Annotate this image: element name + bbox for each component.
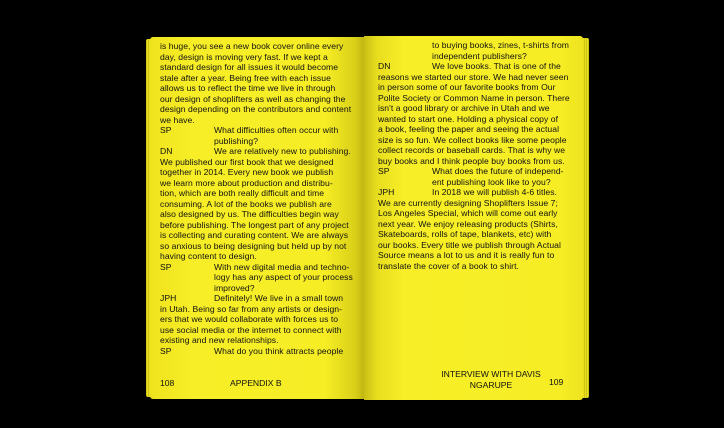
text-line [160,94,358,105]
text-line [378,250,576,261]
text-line [160,178,358,189]
line-text: also designed by us. The difficulties begin way [160,209,339,219]
line-text: Polite Society or Common Name in person. There [378,92,570,103]
line-text: day, design is moving very fast. If we kept a [160,51,328,62]
text-line [378,51,576,62]
speaker-label: SP [160,261,172,272]
line-text: collect records or baseball cards. That is why we [378,145,566,155]
text-line [160,335,358,346]
line-text: ent publishing look like to you? [432,176,551,187]
line-text: ers that we would collaborate with forces us to [160,314,339,324]
line-text: in Utah. Being so far from any artists or design- [160,303,343,314]
text-line [160,314,358,325]
line-text: buy books and I think people buy books from us. [378,155,565,166]
text-line [160,73,358,84]
text-line [160,220,358,231]
line-text: size is so fun. We collect books like some people [378,134,567,145]
text-line [378,135,576,146]
text-line [160,125,358,136]
line-text: What difficulties often occur with [214,125,339,135]
line-text: having content to design. [160,251,257,261]
text-line [160,262,358,273]
text-line [378,61,576,72]
text-line [378,261,576,272]
line-text: consuming. A lot of the books we publish are [160,198,332,209]
text-line [378,177,576,188]
text-line [378,93,576,104]
right-page-body [378,40,576,271]
text-line [160,157,358,168]
text-line [378,72,576,83]
text-line [378,219,576,230]
text-line [160,83,358,94]
line-text: allows us to reflect the time we live in through [160,83,336,93]
line-text: We are relatively new to publishing. [214,146,351,156]
line-text: Definitely! We live in a small town [214,293,344,303]
text-line [160,52,358,63]
text-line [160,272,358,283]
line-text: tion, which are both really difficult and time [160,188,325,198]
text-line [160,230,358,241]
speaker-label: SP [378,166,390,176]
line-text: stale after a year. Being free with each issue [160,72,331,83]
line-text: we learn more about production and distribu- [160,177,333,188]
speaker-label: DN [160,146,173,156]
page-number-right: 109 [549,377,564,387]
page-number-left: 108 [160,378,175,388]
text-line [160,293,358,304]
line-text: We are currently designing Shoplifters Issue 7; [378,197,558,208]
text-line [160,188,358,199]
text-line [160,146,358,157]
line-text: logy has any aspect of your process [214,272,353,282]
text-line [160,304,358,315]
text-line [160,283,358,294]
text-line [378,187,576,198]
line-text: What does the future of independ- [432,166,564,176]
line-text: independent publishers? [432,50,527,61]
line-text: standard design for all issues it would become [160,62,339,72]
running-footer-right [421,369,564,390]
text-line [160,62,358,73]
line-text: our books. Every title we publish through Actual [378,239,561,250]
text-line [160,136,358,147]
running-footer-right-line2: NGARUPE [469,379,513,390]
line-text: a book, feeling the paper and seeing the actual [378,124,560,134]
speaker-label: JPH [160,293,177,303]
line-text: We love books. That is one of the [432,61,561,71]
line-text: next year. We enjoy releasing products (Shirts, [378,218,558,229]
text-line [160,251,358,262]
line-text: our design of shoplifters as well as changing the [160,93,346,104]
line-text: With new digital media and techno- [214,261,350,272]
speaker-label: JPH [378,187,395,197]
line-text: Source means a lot to us and it is really fun to [378,250,555,260]
speaker-label: SP [160,345,172,356]
text-line [378,114,576,125]
text-line [378,156,576,167]
line-text: to buying books, zines, t-shirts from [432,40,570,50]
text-line [378,103,576,114]
text-line [378,40,576,51]
line-text: reasons we started our store. We had never seen [378,71,569,82]
text-line [160,115,358,126]
speaker-label: DN [378,61,391,71]
line-text: before publishing. The longest part of any project [160,219,349,230]
text-line [378,229,576,240]
text-line [378,145,576,156]
text-line [160,104,358,115]
running-footer-left: APPENDIX B [230,378,282,388]
text-line [160,241,358,252]
left-page [150,37,364,399]
text-line [378,82,576,93]
text-line [378,240,576,251]
line-text: In 2018 we will publish 4-6 titles. [432,187,557,197]
right-page [364,36,583,400]
line-text: wanted to start one. Holding a physical copy of [378,113,559,124]
line-text: translate the cover of a book to shirt. [378,260,519,271]
text-line [160,167,358,178]
line-text: existing and new relationships. [160,335,279,345]
text-line [378,208,576,219]
text-line [160,325,358,336]
text-line [378,166,576,177]
line-text: improved? [214,282,255,293]
line-text: isn't a good library or archive in Utah and we [378,103,550,113]
line-text: What do you think attracts people [214,345,344,356]
text-line [160,346,358,357]
line-text: we have. [160,114,195,125]
speaker-label: SP [160,125,172,135]
running-footer-right-line1: INTERVIEW WITH DAVIS [441,369,541,379]
line-text: We published our first book that we designed [160,156,334,167]
line-text: together in 2014. Every new book we publish [160,167,334,177]
text-line [160,209,358,220]
line-text: is huge, you see a new book cover online every [160,41,344,51]
text-line [160,199,358,210]
line-text: so anxious to being designing but held up by not [160,240,347,251]
text-line [160,41,358,52]
right-page-edge [583,38,589,398]
line-text: in person some of our favorite books from Our [378,82,556,92]
text-line [378,124,576,135]
line-text: design depending on the contributors and content [160,104,352,114]
line-text: Skateboards, rolls of tape, blankets, etc) with [378,229,552,239]
line-text: publishing? [214,135,259,146]
left-page-body [160,41,358,356]
text-line [378,198,576,209]
line-text: use social media or the internet to connect with [160,324,342,335]
line-text: Los Angeles Special, which will come out early [378,208,558,218]
line-text: is collecting and curating content. We are always [160,230,349,240]
